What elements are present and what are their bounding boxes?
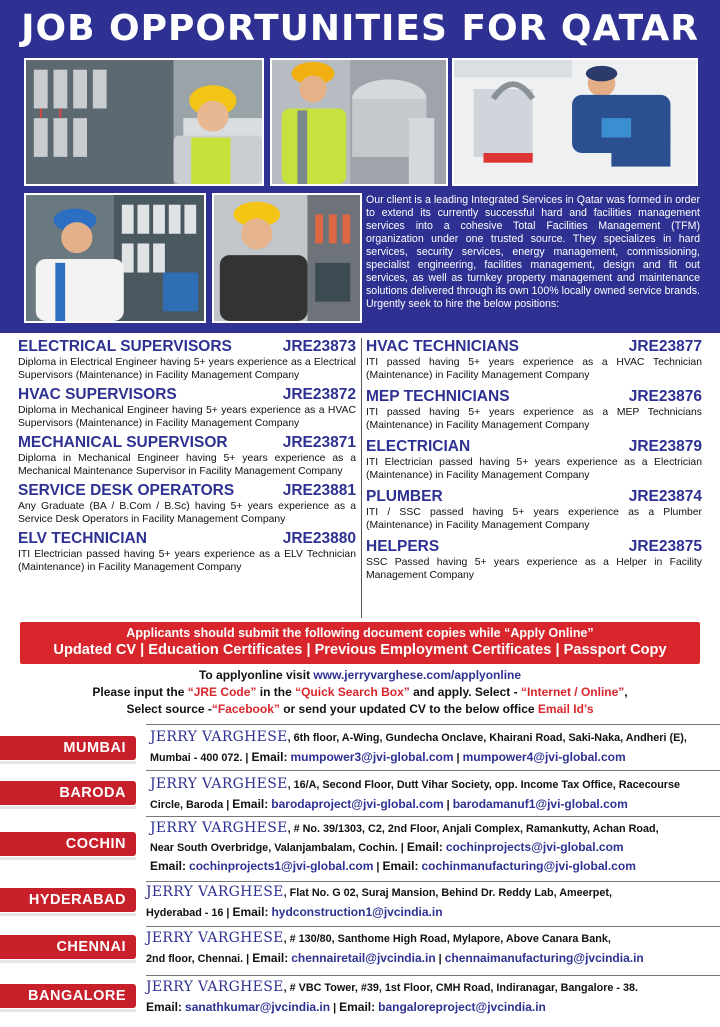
email-link[interactable]: barodaproject@jvi-global.com — [271, 797, 444, 811]
intro-paragraph: Our client is a leading Integrated Services in Qatar was formed in order to extend its currently successful hard and facilities management services into a cohesive Total Facilities Management (TFM) organization under one trusted source. They specializes in hard services, security services, energy management, commissioning, specialist engineering, facilities management, design and fit out services, as well as turnkey property management and maintenance solutions delivered through its own 100% locally owned service brands. Urgently seek to hire the below positions: — [366, 194, 700, 310]
email-link[interactable]: hydconstruction1@jvcindia.in — [271, 905, 443, 919]
email-link[interactable]: chennairetail@jvcindia.in — [291, 951, 436, 965]
job-listing — [18, 530, 356, 574]
job-description: ITI Electrician passed having 5+ years experience as a Electrician (Maintenance) in Facility Management Company — [366, 457, 702, 481]
email-link[interactable]: cochinmanufacturing@jvi-global.com — [421, 859, 636, 873]
job-description: SSC Passed having 5+ years experience as a Helper in Facility Management Company — [366, 557, 702, 581]
brand-name: JERRY VARGHESE — [150, 729, 288, 745]
job-title: SERVICE DESK OPERATORS — [18, 482, 235, 499]
instruction-text: Please input the — [92, 685, 188, 699]
apply-online-link[interactable]: www.jerryvarghese.com/applyonline — [313, 668, 522, 682]
email-link[interactable]: bangaloreproject@jvcindia.in — [378, 1000, 546, 1014]
office-details: JERRY VARGHESE, # 130/80, Santhome High Road, Mylapore, Above Canara Bank, 2nd floor, Chennai. | Email: chennairetail@jvcindia.in | chennaimanufacturing@jvcindia.in — [146, 930, 644, 965]
email-label: Email: — [232, 905, 269, 919]
job-title: ELECTRICAL SUPERVISORS — [18, 338, 232, 355]
quick-search-label: “Quick Search Box” — [295, 685, 410, 699]
job-title: ELECTRICIAN — [366, 438, 471, 455]
email-link[interactable]: sanathkumar@jvcindia.in — [185, 1000, 331, 1014]
divider — [146, 975, 720, 976]
email-label: Email: — [251, 750, 288, 764]
jre-code-label: “JRE Code” — [187, 685, 257, 699]
brand-name: JERRY VARGHESE — [150, 820, 288, 836]
email-label: Email: — [406, 840, 443, 854]
job-code: JRE23873 — [282, 338, 356, 355]
city-label: HYDERABAD — [0, 888, 136, 912]
job-listing — [18, 338, 356, 382]
address-line: Near South Overbridge, Valanjambalam, Cochin. — [150, 842, 398, 854]
job-listing — [366, 438, 702, 482]
email-ids-label: Email Id’s — [537, 702, 594, 716]
divider — [146, 816, 720, 817]
job-description: ITI / SSC passed having 5+ years experience as a Plumber (Maintenance) in Facility Management Company — [366, 507, 702, 531]
hvac-duct-worker-photo — [270, 58, 448, 186]
divider — [146, 724, 720, 725]
job-code: JRE23872 — [282, 386, 356, 403]
facebook-label: “Facebook” — [211, 702, 280, 716]
job-description: ITI passed having 5+ years experience as a MEP Technicians (Maintenance) in Facility Management Company — [366, 407, 702, 431]
job-code: JRE23876 — [628, 388, 702, 405]
job-description: Any Graduate (BA / B.Com / B.Sc) having 5+ years experience as a Service Desk Operators in Facility Management Company — [18, 501, 356, 525]
office-details: JERRY VARGHESE, 16/A, Second Floor, Dutt Vihar Society, opp. Income Tax Office, Racecourse Circle, Baroda | Email: barodaproject@jvi-global.com | barodamanuf1@jvi-global.com — [150, 776, 681, 811]
office-details: JERRY VARGHESE, Flat No. G 02, Suraj Mansion, Behind Dr. Reddy Lab, Ameerpet, Hyderabad - 16 | Email: hydconstruction1@jvcindia.in — [146, 884, 612, 919]
job-code: JRE23880 — [282, 530, 356, 547]
jobs-right-column — [366, 338, 702, 586]
email-link[interactable]: mumpower3@jvi-global.com — [290, 750, 454, 764]
job-listing — [366, 388, 702, 432]
job-code: JRE23877 — [628, 338, 702, 355]
job-code: JRE23875 — [628, 538, 702, 555]
job-title: MECHANICAL SUPERVISOR — [18, 434, 228, 451]
job-description: Diploma in Mechanical Engineer having 5+ years experience as a HVAC Supervisors (Maintenance) in Facility Management Company — [18, 405, 356, 429]
young-electrician-photo — [212, 193, 362, 323]
job-listing — [366, 488, 702, 532]
email-label: Email: — [150, 859, 187, 873]
job-listing — [366, 538, 702, 582]
email-label: Email: — [382, 859, 419, 873]
instruction-text: Select source - — [126, 702, 212, 716]
brand-name: JERRY VARGHESE — [146, 979, 284, 995]
required-documents: Updated CV | Education Certificates | Previous Employment Certificates | Passport Copy — [53, 642, 667, 658]
job-listing — [18, 434, 356, 478]
job-listing — [366, 338, 702, 382]
job-code: JRE23881 — [282, 482, 356, 499]
email-link[interactable]: mumpower4@jvi-global.com — [462, 750, 626, 764]
city-label: BANGALORE — [0, 984, 136, 1008]
job-title: PLUMBER — [366, 488, 443, 505]
office-details: JERRY VARGHESE, # VBC Tower, #39, 1st Floor, CMH Road, Indiranagar, Bangalore - 38. Email: sanathkumar@jvcindia.in | Email: bangaloreproject@jvcindia.in — [146, 979, 639, 1014]
job-title: ELV TECHNICIAN — [18, 530, 147, 547]
job-title: HELPERS — [366, 538, 440, 555]
brand-name: JERRY VARGHESE — [146, 930, 284, 946]
job-listing — [18, 386, 356, 430]
plumber-sink-photo — [452, 58, 698, 186]
jobs-left-column — [18, 338, 356, 578]
job-title: HVAC SUPERVISORS — [18, 386, 177, 403]
city-label: BARODA — [0, 781, 136, 805]
address-line: # No. 39/1303, C2, 2nd Floor, Anjali Complex, Ramankutty, Achan Road, — [293, 823, 659, 835]
job-description: ITI Electrician passed having 5+ years experience as a ELV Technician (Maintenance) in Facility Management Company — [18, 549, 356, 573]
address-line: Mumbai - 400 072. — [150, 752, 243, 764]
city-label: CHENNAI — [0, 935, 136, 959]
address-line: Hyderabad - 16 — [146, 907, 224, 919]
job-description: ITI passed having 5+ years experience as a HVAC Technician (Maintenance) in Facility Management Company — [366, 357, 702, 381]
email-link[interactable]: barodamanuf1@jvi-global.com — [452, 797, 628, 811]
job-code: JRE23879 — [628, 438, 702, 455]
city-label: COCHIN — [0, 832, 136, 856]
email-label: Email: — [146, 1000, 183, 1014]
job-title: HVAC TECHNICIANS — [366, 338, 519, 355]
email-link[interactable]: chennaimanufacturing@jvcindia.in — [444, 951, 644, 965]
email-link[interactable]: cochinprojects@jvi-global.com — [445, 840, 624, 854]
apply-documents-banner — [20, 622, 700, 664]
apply-instruction: Applicants should submit the following document copies while “Apply Online” — [126, 626, 594, 640]
office-details: JERRY VARGHESE, # No. 39/1303, C2, 2nd Floor, Anjali Complex, Ramankutty, Achan Road, Near South Overbridge, Valanjambalam, Cochin. | Email: cochinprojects@jvi-global.com Email: cochinprojects1@jvi-global.com | Email: cochinmanufacturing@jvi-global.com — [150, 820, 659, 873]
email-label: Email: — [252, 951, 289, 965]
job-code: JRE23871 — [282, 434, 356, 451]
instruction-text: , — [624, 685, 628, 699]
job-title: MEP TECHNICIANS — [366, 388, 510, 405]
brand-name: JERRY VARGHESE — [150, 776, 288, 792]
header-band — [0, 0, 720, 333]
address-line: 2nd floor, Chennai. — [146, 953, 244, 965]
instruction-text: in the — [256, 685, 296, 699]
job-description: Diploma in Electrical Engineer having 5+ years experience as a Electrical Supervisors (Maintenance) in Facility Management Company — [18, 357, 356, 381]
address-line: 16/A, Second Floor, Dutt Vihar Society, opp. Income Tax Office, Racecourse — [293, 779, 681, 791]
job-listing — [18, 482, 356, 526]
brand-name: JERRY VARGHESE — [146, 884, 284, 900]
instruction-text: or send your updated CV to the below office — [279, 702, 538, 716]
city-label: MUMBAI — [0, 736, 136, 760]
email-label: Email: — [232, 797, 269, 811]
column-divider — [361, 338, 362, 618]
internet-online-label: “Internet / Online” — [520, 685, 625, 699]
address-line: Flat No. G 02, Suraj Mansion, Behind Dr. Reddy Lab, Ameerpet, — [289, 887, 612, 899]
visit-text: To applyonline visit — [198, 668, 314, 682]
apply-online-instructions — [0, 667, 720, 718]
address-line: Circle, Baroda — [150, 799, 224, 811]
electrician-panel-photo — [24, 58, 264, 186]
address-line: # 130/80, Santhome High Road, Mylapore, Above Canara Bank, — [289, 933, 611, 945]
address-line: 6th floor, A-Wing, Gundecha Onclave, Khairani Road, Saki-Naka, Andheri (E), — [293, 732, 687, 744]
page-title: JOB OPPORTUNITIES FOR QATAR — [21, 8, 699, 49]
email-label: Email: — [339, 1000, 376, 1014]
divider — [146, 770, 720, 771]
job-code: JRE23874 — [628, 488, 702, 505]
switchboard-technician-photo — [24, 193, 206, 323]
job-description: Diploma in Mechanical Engineer having 5+ years experience as a Mechanical Maintenance Supervisor in Facility Management Company — [18, 453, 356, 477]
email-link[interactable]: cochinprojects1@jvi-global.com — [189, 859, 374, 873]
office-details: JERRY VARGHESE, 6th floor, A-Wing, Gundecha Onclave, Khairani Road, Saki-Naka, Andheri (E), Mumbai - 400 072. | Email: mumpower3@jvi-global.com | mumpower4@jvi-global.com — [150, 729, 687, 764]
address-line: # VBC Tower, #39, 1st Floor, CMH Road, Indiranagar, Bangalore - 38. — [289, 982, 639, 994]
divider — [146, 881, 720, 882]
instruction-text: and apply. Select - — [409, 685, 521, 699]
divider — [146, 926, 720, 927]
